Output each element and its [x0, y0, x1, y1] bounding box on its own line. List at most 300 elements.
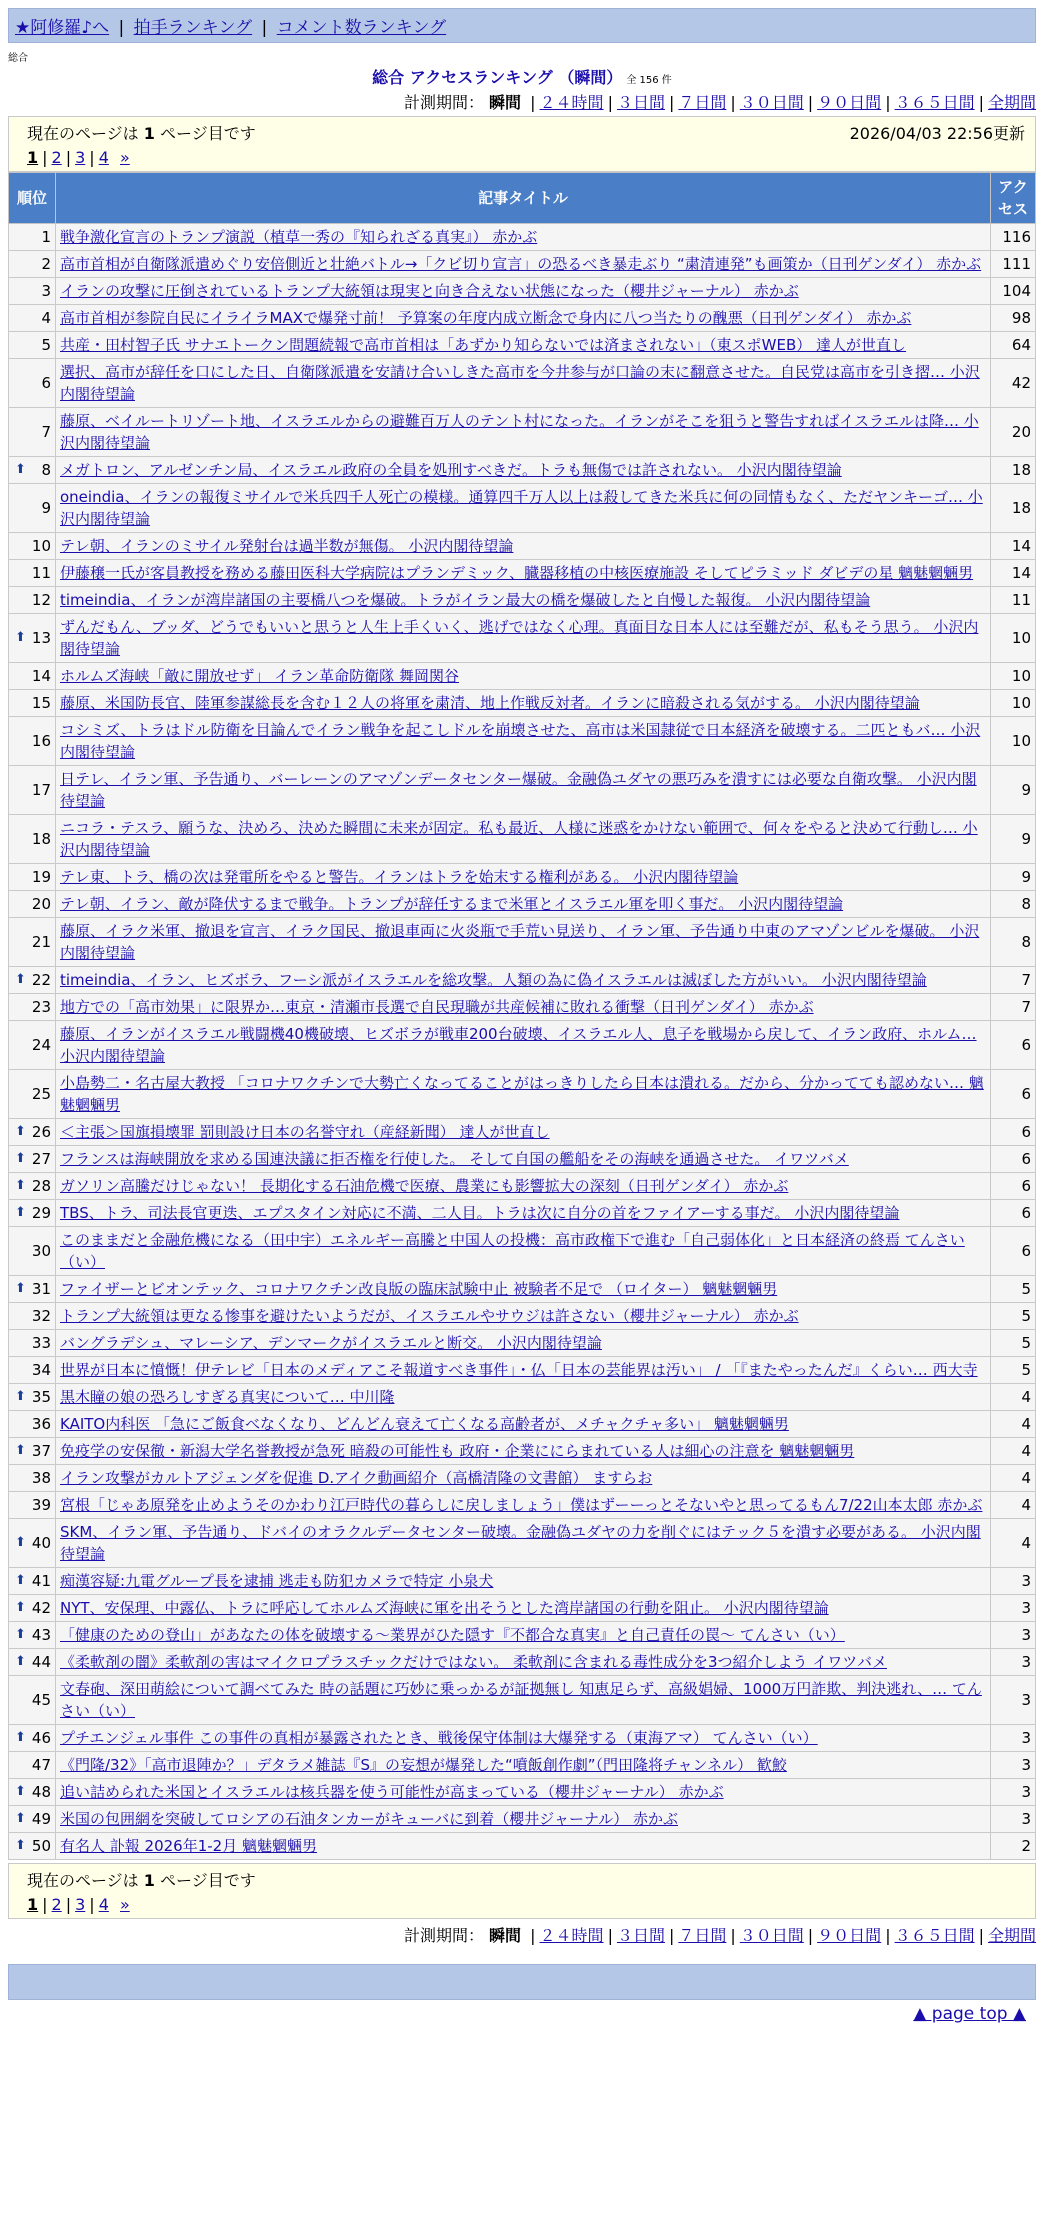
section-label: 総合 [8, 53, 28, 64]
rank-cell [9, 1146, 56, 1173]
period-separator: | [530, 1926, 536, 1945]
access-count: 7 [991, 994, 1036, 1021]
article-title-link[interactable]: ＜主張＞国旗損壊罪 罰則設け日本の名誉守れ（産経新聞） 達人が世直し [60, 1123, 550, 1141]
article-title-link[interactable]: 《柔軟剤の闇》柔軟剤の害はマイクロプラスチックだけではない。 柔軟剤に含まれる毒性成分を3つ紹介しよう イワツバメ [60, 1653, 887, 1671]
table-row [9, 1492, 1036, 1519]
article-title-link[interactable]: 高市首相が参院自民にイライラMAXで爆発寸前！ 予算案の年度内成立断念で身内に八つ当たりの醜悪（日刊ゲンダイ） 赤かぶ [60, 309, 912, 327]
access-count: 6 [991, 1119, 1036, 1146]
article-title-link[interactable]: 米国の包囲網を突破してロシアの石油タンカーがキューバに到着（櫻井ジャーナル） 赤かぶ [60, 1810, 678, 1828]
rank-number: 21 [31, 933, 51, 951]
access-count: 10 [991, 690, 1036, 717]
rank-cell [9, 1833, 56, 1860]
article-title-link[interactable]: timeindia、イラン、ヒズボラ、フーシ派がイスラエルを総攻撃。人類の為に偽イスラエルは滅ぼした方がいい。 小沢内閣待望論 [60, 971, 927, 989]
title-cell [56, 1779, 991, 1806]
rank-number: 4 [41, 309, 51, 327]
period-option-link[interactable]: ９０日間 [817, 93, 882, 112]
rank-number: 34 [31, 1361, 51, 1379]
article-title-link[interactable]: 地方での「高市効果」に限界か…東京・清瀬市長選で自民現職が共産候補に敗れる衝撃（日刊ゲンダイ） 赤かぶ [60, 998, 814, 1016]
article-title-link[interactable]: バングラデシュ、マレーシア、デンマークがイスラエルと断交。 小沢内閣待望論 [60, 1334, 602, 1352]
article-title-link[interactable]: プチエンジェル事件 この事件の真相が暴露されたとき、戦後保守体制は大爆発する（東海アマ） てんさい（い） [60, 1729, 818, 1747]
period-option-link[interactable]: 全期間 [987, 1926, 1036, 1945]
table-row [9, 305, 1036, 332]
rank-number: 37 [31, 1442, 51, 1460]
rank-cell [9, 484, 56, 533]
rank-up-icon: ⬆ [15, 1535, 26, 1550]
period-label: 計測期間： [403, 1926, 484, 1945]
title-cell [56, 587, 991, 614]
rank-cell [9, 918, 56, 967]
rank-cell [9, 1070, 56, 1119]
pager-page-link[interactable]: 4 [98, 1895, 109, 1914]
rank-number: 18 [31, 830, 51, 848]
access-count: 3 [991, 1725, 1036, 1752]
rank-number: 16 [31, 732, 51, 750]
table-row [9, 1227, 1036, 1276]
access-count: 9 [991, 815, 1036, 864]
table-row [9, 533, 1036, 560]
table-row [9, 766, 1036, 815]
rank-cell [9, 1303, 56, 1330]
table-row [9, 1200, 1036, 1227]
rank-cell [9, 1276, 56, 1303]
article-title-link[interactable]: テレ朝、イラン、敵が降伏するまで戦争。トランプが辞任するまで米軍とイスラエル軍を叩く事だ。 小沢内閣待望論 [60, 895, 844, 913]
title-cell [56, 1725, 991, 1752]
rank-number: 32 [31, 1307, 51, 1325]
access-count: 18 [991, 484, 1036, 533]
access-count: 6 [991, 1200, 1036, 1227]
title-cell [56, 1411, 991, 1438]
access-count: 116 [991, 224, 1036, 251]
access-count: 4 [991, 1492, 1036, 1519]
rank-cell [9, 587, 56, 614]
title-cell [56, 690, 991, 717]
article-title-link[interactable]: 黒木瞳の娘の恐ろしすぎる真実について… 中川隆 [60, 1388, 395, 1406]
ranking-table [8, 172, 1036, 1860]
table-row [9, 1119, 1036, 1146]
article-title-link[interactable]: 免疫学の安保徹・新潟大学名誉教授が急死 暗殺の可能性も 政府・企業ににらまれている人は細心の注意を 魑魅魍魎男 [60, 1442, 855, 1460]
pager-page-link[interactable]: 3 [75, 1895, 86, 1914]
article-title-link[interactable]: コシミズ、トラはドル防衛を目論んでイラン戦争を起こしドルを崩壊させた、高市は米国隷従で日本経済を破壊する。二匹ともバ… 小沢内閣待望論 [60, 721, 981, 761]
pager-next-link[interactable]: » [119, 148, 130, 167]
period-separator: | [668, 1926, 675, 1945]
title-cell [56, 1465, 991, 1492]
rank-number: 49 [31, 1810, 51, 1828]
rank-cell [9, 1806, 56, 1833]
rank-cell [9, 305, 56, 332]
rank-up-icon: ⬆ [15, 972, 26, 987]
article-title-link[interactable]: ホルムズ海峡「敵に開放せず」 イラン革命防衛隊 舞岡関谷 [60, 667, 459, 685]
table-row [9, 1070, 1036, 1119]
table-row [9, 1752, 1036, 1779]
title-cell [56, 1384, 991, 1411]
pager-page-link[interactable]: 2 [51, 148, 62, 167]
pager-page-link[interactable]: 2 [51, 1895, 62, 1914]
rank-cell [9, 278, 56, 305]
title-cell [56, 1622, 991, 1649]
article-title-link[interactable]: メガトロン、アルゼンチン局、イスラエル政府の全員を処刑すべきだ。トラも無傷では許されない。 小沢内閣待望論 [60, 461, 842, 479]
title-cell [56, 1806, 991, 1833]
table-row [9, 408, 1036, 457]
access-count: 10 [991, 663, 1036, 690]
ranking-title-text: 総合 アクセスランキング （瞬間） [372, 68, 623, 87]
article-title-link[interactable]: フランスは海峡開放を求める国連決議に拒否権を行使した。 そして自国の艦船をその海峡を通過させた。 イワツバメ [60, 1150, 849, 1168]
article-title-link[interactable]: ガソリン高騰だけじゃない！ 長期化する石油危機で医療、農業にも影響拡大の深刻（日刊ゲンダイ） 赤かぶ [60, 1177, 789, 1195]
table-row [9, 1649, 1036, 1676]
article-title-link[interactable]: 痴漢容疑:九電グループ長を逮捕 逃走も防犯カメラで特定 小泉犬 [60, 1572, 494, 1590]
rank-up-icon: ⬆ [15, 1573, 26, 1588]
rank-number: 2 [41, 255, 51, 273]
article-title-link[interactable]: 共産・田村智子氏 サナエトークン問題続報で高市首相は「あずかり知らないでは済まされない」（東スポWEB） 達人が世直し [60, 336, 907, 354]
comment-ranking-link[interactable]: コメント数ランキング [276, 18, 447, 38]
current-page-number: 1 [143, 1871, 155, 1890]
article-title-link[interactable]: 高市首相が自衛隊派遣めぐり安倍側近と壮絶バトル→「クビ切り宣言」の恐るべき暴走ぶり “粛清連発”も画策か（日刊ゲンダイ） 赤かぶ [60, 255, 982, 273]
rank-number: 47 [31, 1756, 51, 1774]
title-cell [56, 1752, 991, 1779]
article-title-link[interactable]: 世界が日本に憤慨！伊テレビ「日本のメディアこそ報道すべき事件」・仏「日本の芸能界は汚い」 / 「『またやったんだ』くらい… 西大寺 [60, 1361, 978, 1379]
access-count: 5 [991, 1276, 1036, 1303]
article-title-link[interactable]: 「健康のための登山」があなたの体を破壊する〜業界がひた隠す『不都合な真実』と自己責任の罠〜 てんさい（い） [60, 1626, 845, 1644]
table-row [9, 560, 1036, 587]
period-option-link[interactable]: ３６５日間 [894, 1926, 975, 1945]
period-options [526, 93, 1036, 112]
rank-cell [9, 815, 56, 864]
period-separator: | [885, 93, 891, 112]
title-cell [56, 305, 991, 332]
title-cell [56, 408, 991, 457]
rank-cell [9, 1200, 56, 1227]
table-row [9, 815, 1036, 864]
table-row [9, 457, 1036, 484]
table-row [9, 251, 1036, 278]
article-title-link[interactable]: 藤原、ベイルートリゾート地、イスラエルからの避難百万人のテント村になった。イランがそこを狙うと警告すればイスラエルは降… 小沢内閣待望論 [60, 412, 979, 452]
title-cell [56, 1146, 991, 1173]
article-title-link[interactable]: イランの攻撃に圧倒されているトランプ大統領は現実と向き合えない状態になった（櫻井ジャーナル） 赤かぶ [60, 282, 799, 300]
table-row [9, 967, 1036, 994]
article-title-link[interactable]: KAITO内科医 「急にご飯食べなくなり、どんどん衰えて亡くなる高齢者が、メチャクチャ多い」 魑魅魍魎男 [60, 1415, 789, 1433]
rank-up-icon: ⬆ [15, 1730, 26, 1745]
rank-cell [9, 891, 56, 918]
title-cell [56, 663, 991, 690]
access-count: 6 [991, 1146, 1036, 1173]
title-cell [56, 614, 991, 663]
article-title-link[interactable]: 日テレ、イラン軍、予告通り、バーレーンのアマゾンデータセンター爆破。金融偽ユダヤの悪巧みを潰すには必要な自衛攻撃。 小沢内閣待望論 [60, 770, 977, 810]
title-cell [56, 1330, 991, 1357]
article-title-link[interactable]: 文春砲、深田萌絵について調べてみた 時の話題に巧妙に乗っかるが証拠無し 知恵足らず、高級娼婦、1000万円詐欺、判決逃れ、… てんさい（い） [60, 1680, 982, 1720]
rank-cell [9, 224, 56, 251]
rank-cell [9, 1492, 56, 1519]
title-cell [56, 1492, 991, 1519]
period-separator: | [978, 1926, 984, 1945]
access-count: 7 [991, 967, 1036, 994]
table-row [9, 864, 1036, 891]
table-row [9, 1173, 1036, 1200]
article-title-link[interactable]: NYT、安保理、中露仏、トラに呼応してホルムズ海峡に軍を出そうとした湾岸諸国の行動を阻止。 小沢内閣待望論 [60, 1599, 829, 1617]
table-row [9, 994, 1036, 1021]
rank-number: 7 [41, 423, 51, 441]
period-separator: | [807, 93, 814, 112]
page-status-pre: 現在のページは [27, 1871, 139, 1890]
rank-cell [9, 1519, 56, 1568]
rank-number: 46 [31, 1729, 51, 1747]
rank-cell [9, 1173, 56, 1200]
clap-ranking-link[interactable]: 拍手ランキング [133, 18, 253, 38]
article-title-link[interactable]: 選択、高市が辞任を口にした日、自衛隊派遣を安請け合いしきた高市を今井参与が口論の末に翻意させた。自民党は高市を引き摺… 小沢内閣待望論 [60, 363, 980, 403]
article-title-link[interactable]: ファイザーとビオンテック、コロナワクチン改良版の臨床試験中止 被験者不足で （ロイター） 魑魅魍魎男 [60, 1280, 778, 1298]
article-title-link[interactable]: 追い詰められた米国とイスラエルは核兵器を使う可能性が高まっている（櫻井ジャーナル） 赤かぶ [60, 1783, 724, 1801]
table-row [9, 484, 1036, 533]
table-row [9, 1411, 1036, 1438]
rank-number: 31 [31, 1280, 51, 1298]
period-option-link[interactable]: ２４時間 [539, 1926, 604, 1945]
pager-separator: | [65, 1895, 72, 1914]
rank-number: 28 [31, 1177, 51, 1195]
rank-number: 3 [41, 282, 51, 300]
title-cell [56, 1519, 991, 1568]
title-cell [56, 1070, 991, 1119]
access-count: 9 [991, 864, 1036, 891]
table-row [9, 614, 1036, 663]
pager-next-link[interactable]: » [119, 1895, 130, 1914]
table-row [9, 717, 1036, 766]
pager-separator: | [65, 148, 72, 167]
pager-current: 1 [27, 1895, 39, 1914]
title-cell [56, 766, 991, 815]
article-title-link[interactable]: このままだと金融危機になる（田中宇）エネルギー高騰と中国人の投機：高市政権下で進む「自己弱体化」と日本経済の終焉 てんさい（い） [60, 1231, 965, 1271]
rank-cell [9, 967, 56, 994]
title-cell [56, 224, 991, 251]
article-title-link[interactable]: 藤原、米国防長官、陸軍参謀総長を含む１２人の将軍を粛清、地上作戦反対者。イランに暗殺される気がする。 小沢内閣待望論 [60, 694, 920, 712]
page-status-pre: 現在のページは [27, 124, 139, 143]
rank-number: 5 [41, 336, 51, 354]
article-title-link[interactable]: トランプ大統領は更なる惨事を避けたいようだが、イスラエルやサウジは許さない（櫻井ジャーナル） 赤かぶ [60, 1307, 799, 1325]
article-title-link[interactable]: 《門隆/32》「高市退陣か？」デタラメ雑誌『S』の妄想が爆発した“噴飯創作劇”（門田隆将チャンネル） 歓鮫 [60, 1756, 787, 1774]
access-count: 3 [991, 1779, 1036, 1806]
rank-up-icon: ⬆ [15, 1811, 26, 1826]
rank-up-icon: ⬆ [15, 1627, 26, 1642]
article-title-link[interactable]: 有名人 訃報 2026年1-2月 魑魅魍魎男 [60, 1837, 317, 1855]
rank-up-icon: ⬆ [15, 1654, 26, 1669]
rank-cell [9, 1622, 56, 1649]
rank-cell [9, 457, 56, 484]
access-count: 10 [991, 614, 1036, 663]
article-title-link[interactable]: 藤原、イラク米軍、撤退を宣言、イラク国民、撤退車両に火炎瓶で手荒い見送り、イラン軍、予告通り中東のアマゾンビルを爆破。 小沢内閣待望論 [60, 922, 980, 962]
table-row [9, 690, 1036, 717]
rank-number: 29 [31, 1204, 51, 1222]
article-title-link[interactable]: イラン攻撃がカルトアジェンダを促進 D.アイク動画紹介（高橋清隆の文書館） ますらお [60, 1469, 653, 1487]
article-title-link[interactable]: 藤原、イランがイスラエル戦闘機40機破壊、ヒズボラが戦車200台破壊、イスラエル人、息子を戦場から戻して、イラン政府、ホルム… 小沢内閣待望論 [60, 1025, 977, 1065]
page-status [27, 121, 256, 144]
article-title-link[interactable]: 小島勢二・名古屋大教授 「コロナワクチンで大勢亡くなってることがはっきりしたら日本は潰れる。だから、分かってても認めない… 魑魅魍魎男 [60, 1074, 984, 1114]
period-options [526, 1926, 1036, 1945]
table-row [9, 1725, 1036, 1752]
period-option-link[interactable]: ９０日間 [817, 1926, 882, 1945]
access-count: 111 [991, 251, 1036, 278]
rank-cell [9, 1676, 56, 1725]
period-label: 計測期間： [403, 93, 484, 112]
pager-separator: | [42, 1895, 48, 1914]
table-row [9, 1595, 1036, 1622]
table-row [9, 1622, 1036, 1649]
table-row [9, 1465, 1036, 1492]
access-count: 11 [991, 587, 1036, 614]
access-count: 18 [991, 457, 1036, 484]
page-top-link[interactable]: ▲ page top ▲ [913, 2004, 1026, 2024]
rank-number: 44 [31, 1653, 51, 1671]
rank-up-icon: ⬆ [15, 1389, 26, 1404]
title-cell [56, 560, 991, 587]
rank-number: 41 [31, 1572, 51, 1590]
rank-number: 43 [31, 1626, 51, 1644]
period-option-link[interactable]: ３日間 [616, 93, 665, 112]
article-title-link[interactable]: ずんだもん、ブッダ、どうでもいいと思うと人生上手くいく、逃げではなく心理。真面目な日本人には至難だが、私もそう思う。 小沢内閣待望論 [60, 618, 979, 658]
title-cell [56, 1303, 991, 1330]
rank-cell [9, 717, 56, 766]
header-access: アクセス [991, 173, 1036, 224]
table-row [9, 359, 1036, 408]
title-cell [56, 278, 991, 305]
article-title-link[interactable]: 伊藤穣一氏が客員教授を務める藤田医科大学病院はプランデミック、臓器移植の中核医療施設 そしてピラミッド ダビデの星 魑魅魍魎男 [60, 564, 974, 582]
table-row [9, 1303, 1036, 1330]
access-count: 5 [991, 1330, 1036, 1357]
rank-up-icon: ⬆ [15, 1205, 26, 1220]
rank-cell [9, 1438, 56, 1465]
ranking-table-body [9, 224, 1036, 1860]
rank-number: 10 [31, 537, 51, 555]
title-cell [56, 1173, 991, 1200]
article-title-link[interactable]: テレ東、トラ、橋の次は発電所をやると警告。イランはトラを始末する権利がある。 小沢内閣待望論 [60, 868, 739, 886]
title-cell [56, 864, 991, 891]
article-title-link[interactable]: 戦争激化宣言のトランプ演説（植草一秀の『知られざる真実』） 赤かぶ [60, 228, 538, 246]
rank-cell [9, 1649, 56, 1676]
period-option-link[interactable]: ３０日間 [739, 1926, 804, 1945]
rank-cell [9, 359, 56, 408]
access-count: 6 [991, 1070, 1036, 1119]
period-current: 瞬間 [489, 93, 522, 112]
title-cell [56, 815, 991, 864]
total-count: 全 156 件 [626, 75, 672, 86]
rank-up-icon: ⬆ [15, 1124, 26, 1139]
period-option-link[interactable]: 全期間 [987, 93, 1036, 112]
title-cell [56, 1676, 991, 1725]
access-count: 4 [991, 1438, 1036, 1465]
access-count: 4 [991, 1384, 1036, 1411]
rank-cell [9, 1568, 56, 1595]
table-row [9, 1806, 1036, 1833]
access-count: 5 [991, 1357, 1036, 1384]
title-cell [56, 967, 991, 994]
title-cell [56, 1595, 991, 1622]
rank-cell [9, 533, 56, 560]
access-count: 3 [991, 1568, 1036, 1595]
access-count: 6 [991, 1227, 1036, 1276]
title-cell [56, 359, 991, 408]
period-option-link[interactable]: ３６５日間 [894, 93, 975, 112]
rank-up-icon: ⬆ [15, 1600, 26, 1615]
rank-cell [9, 864, 56, 891]
rank-number: 9 [41, 499, 51, 517]
access-count: 64 [991, 332, 1036, 359]
period-current: 瞬間 [489, 1926, 522, 1945]
title-cell [56, 457, 991, 484]
home-link[interactable]: ★阿修羅♪へ [15, 18, 110, 38]
pager-separator: | [89, 148, 95, 167]
table-row [9, 1779, 1036, 1806]
access-count: 104 [991, 278, 1036, 305]
pager-separator: | [89, 1895, 95, 1914]
header-rank: 順位 [9, 173, 56, 224]
period-option-link[interactable]: ３日間 [616, 1926, 665, 1945]
access-count: 5 [991, 1303, 1036, 1330]
table-row [9, 1438, 1036, 1465]
rank-cell [9, 766, 56, 815]
rank-number: 40 [31, 1534, 51, 1552]
access-count: 98 [991, 305, 1036, 332]
table-row [9, 918, 1036, 967]
period-option-link[interactable]: ２４時間 [539, 93, 604, 112]
period-option-link[interactable]: ３０日間 [739, 93, 804, 112]
article-title-link[interactable]: ニコラ・テスラ、願うな、決めろ、決めた瞬間に未来が固定。私も最近、人様に迷惑をかけない範囲で、何々をやると決めて行動し… 小沢内閣待望論 [60, 819, 978, 859]
period-separator: | [668, 93, 675, 112]
rank-number: 48 [31, 1783, 51, 1801]
article-title-link[interactable]: oneindia、イランの報復ミサイルで米兵四千人死亡の模様。通算四千万人以上は殺してきた米兵に何の同情もなく、ただヤンキーゴ… 小沢内閣待望論 [60, 488, 983, 528]
article-title-link[interactable]: テレ朝、イランのミサイル発射台は過半数が無傷。 小沢内閣待望論 [60, 537, 514, 555]
rank-up-icon: ⬆ [15, 1281, 26, 1296]
period-separator: | [607, 1926, 613, 1945]
article-title-link[interactable]: TBS、トラ、司法長官更迭、エプスタイン対応に不満、二人目。トラは次に自分の首をファイアーする事だ。 小沢内閣待望論 [60, 1204, 900, 1222]
article-title-link[interactable]: timeindia、イランが湾岸諸国の主要橋八つを爆破。トラがイラン最大の橋を爆破したと自慢した報復。 小沢内閣待望論 [60, 591, 871, 609]
title-cell [56, 533, 991, 560]
table-row [9, 1568, 1036, 1595]
access-count: 8 [991, 918, 1036, 967]
period-option-link[interactable]: ７日間 [678, 1926, 727, 1945]
rank-cell [9, 1357, 56, 1384]
page-info-bottom [8, 1863, 1036, 1919]
period-separator: | [730, 1926, 736, 1945]
title-cell [56, 484, 991, 533]
rank-cell [9, 408, 56, 457]
title-cell [56, 1021, 991, 1070]
rank-cell [9, 1227, 56, 1276]
access-count: 42 [991, 359, 1036, 408]
rank-number: 12 [31, 591, 51, 609]
rank-number: 25 [31, 1085, 51, 1103]
article-title-link[interactable]: SKM、イラン軍、予告通り、ドバイのオラクルデータセンター破壊。金融偽ユダヤの力を削ぐにはテック５を潰す必要がある。 小沢内閣待望論 [60, 1523, 981, 1563]
rank-number: 42 [31, 1599, 51, 1617]
rank-cell [9, 614, 56, 663]
pager-separator: | [42, 148, 48, 167]
table-row [9, 1330, 1036, 1357]
rank-up-icon: ⬆ [15, 462, 26, 477]
table-row [9, 278, 1036, 305]
nav-separator: | [261, 18, 268, 38]
rank-up-icon: ⬆ [15, 1151, 26, 1166]
updated-time: 2026/04/03 22:56更新 [849, 124, 1025, 143]
table-row [9, 1276, 1036, 1303]
title-cell [56, 1438, 991, 1465]
pager-page-link[interactable]: 3 [75, 148, 86, 167]
pager-page-link[interactable]: 4 [98, 148, 109, 167]
table-row [9, 1676, 1036, 1725]
period-option-link[interactable]: ７日間 [678, 93, 727, 112]
period-separator: | [607, 93, 613, 112]
rank-up-icon: ⬆ [15, 1784, 26, 1799]
period-separator: | [807, 1926, 814, 1945]
rank-cell [9, 1779, 56, 1806]
ranking-title [8, 65, 1036, 88]
table-row [9, 224, 1036, 251]
article-title-link[interactable]: 宮根「じゃあ原発を止めようそのかわり江戸時代の暮らしに戻しましょう」僕はずーーっとそないやと思ってるもん7/22山本太郎 赤かぶ [60, 1496, 983, 1514]
rank-number: 39 [31, 1496, 51, 1514]
